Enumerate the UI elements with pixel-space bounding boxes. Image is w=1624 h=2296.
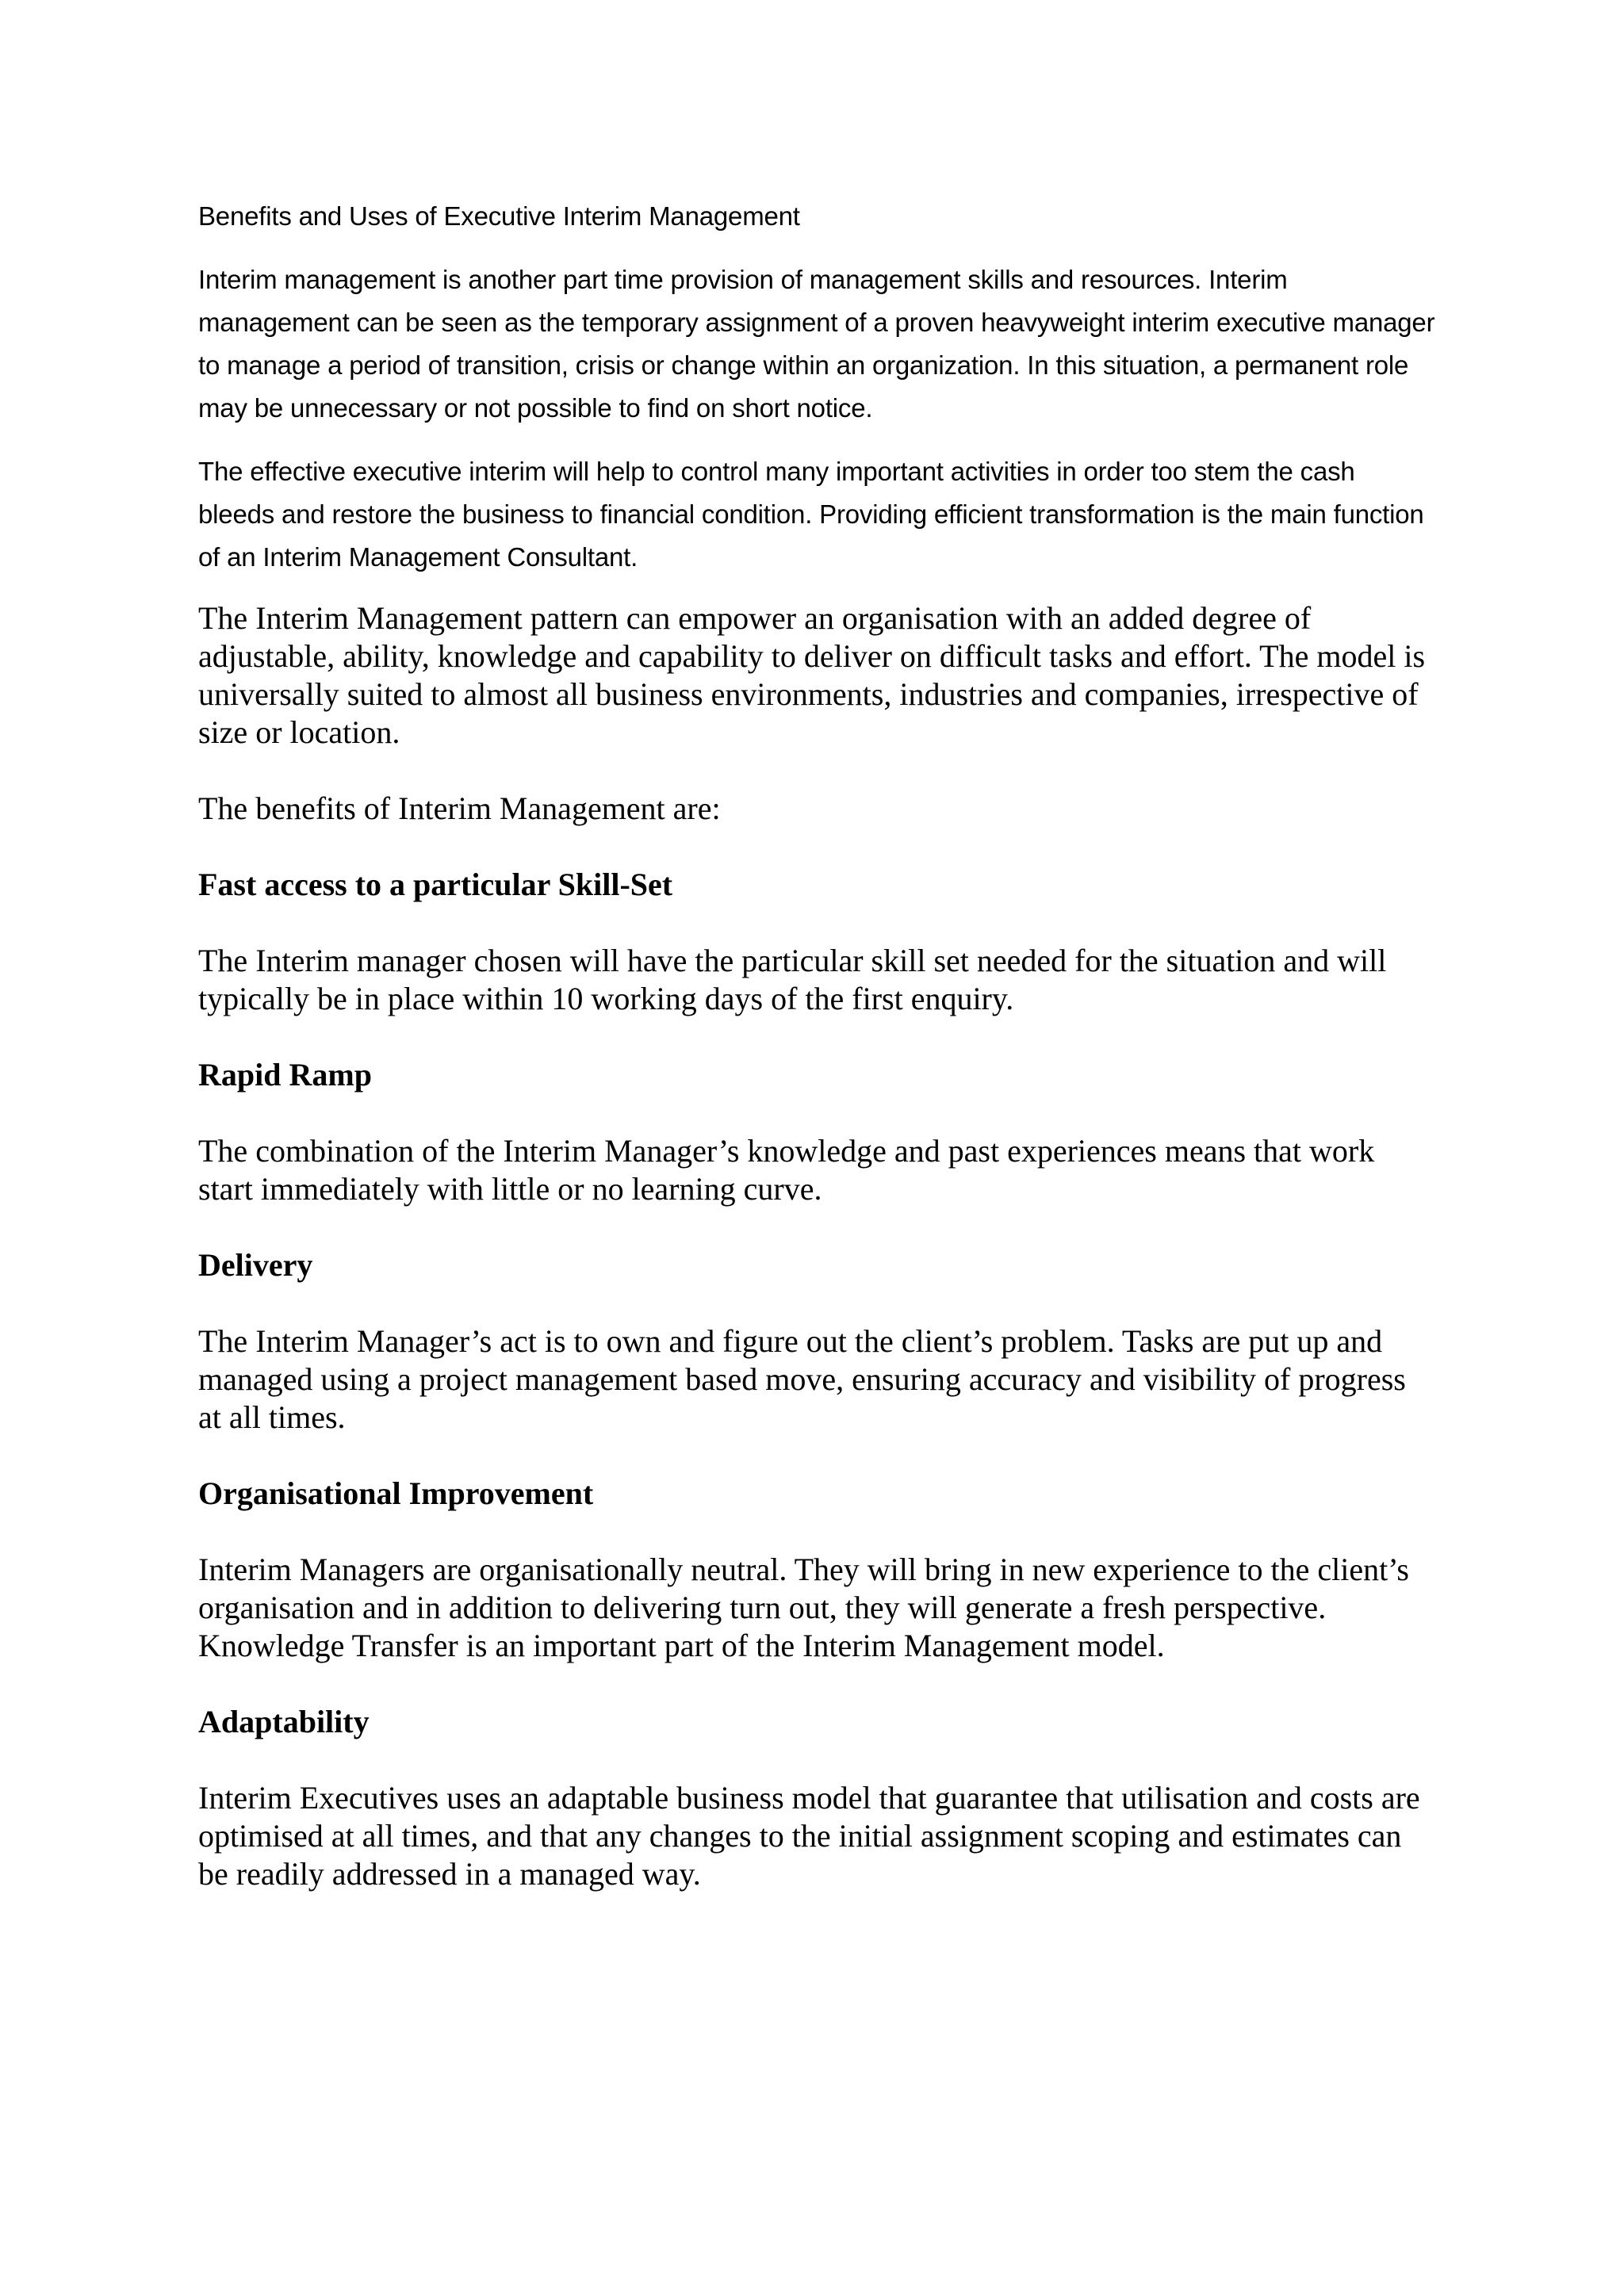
benefit-heading: Adaptability — [198, 1704, 370, 1739]
benefit-text: The Interim manager chosen will have the particular skill set needed for the situation and will typically be in place within 10 working days of the first enquiry. — [198, 943, 1387, 1016]
benefit-heading: Organisational Improvement — [198, 1475, 594, 1511]
document-body — [198, 195, 1435, 1931]
intro-paragraph: The effective executive interim will help to control many important activities in order too stem the cash bleeds and restore the business to financial condition. Providing efficient transformation is the main function of an Interim Management Consultant. — [198, 457, 1424, 572]
intro-paragraph: Interim management is another part time provision of management skills and resources. Interim management can be seen as the temporary assignment of a proven heavyweight interim executive manager to manage a period of transition, crisis or change within an organization. In this situation, a permanent role may be unnecessary or not possible to find on short notice. — [198, 265, 1435, 423]
benefit-heading: Fast access to a particular Skill-Set — [198, 867, 673, 902]
document-title: Benefits and Uses of Executive Interim Management — [198, 201, 800, 231]
benefit-text: Interim Executives uses an adaptable business model that guarantee that utilisation and costs are optimised at all times, and that any changes to the initial assignment scoping and estimates can be readily addressed in a managed way. — [198, 1780, 1420, 1892]
benefits-intro: The benefits of Interim Management are: — [198, 790, 721, 826]
benefit-text: The Interim Manager’s act is to own and figure out the client’s problem. Tasks are put up and managed using a project management based move, ensuring accuracy and visibility of progress at all times. — [198, 1323, 1406, 1435]
benefit-heading: Rapid Ramp — [198, 1057, 372, 1093]
pattern-paragraph: The Interim Management pattern can empower an organisation with an added degree of adjustable, ability, knowledge and capability to deliver on difficult tasks and effort. The model is universally suited to almost all business environments, industries and companies, irrespective of size or location. — [198, 600, 1426, 750]
benefit-text: The combination of the Interim Manager’s knowledge and past experiences means that work start immediately with little or no learning curve. — [198, 1133, 1375, 1207]
benefit-text: Interim Managers are organisationally neutral. They will bring in new experience to the client’s organisation and in addition to delivering turn out, they will generate a fresh perspective. Knowledge Transfer is an important part of the Interim Management model. — [198, 1552, 1409, 1663]
benefit-heading: Delivery — [198, 1247, 313, 1283]
